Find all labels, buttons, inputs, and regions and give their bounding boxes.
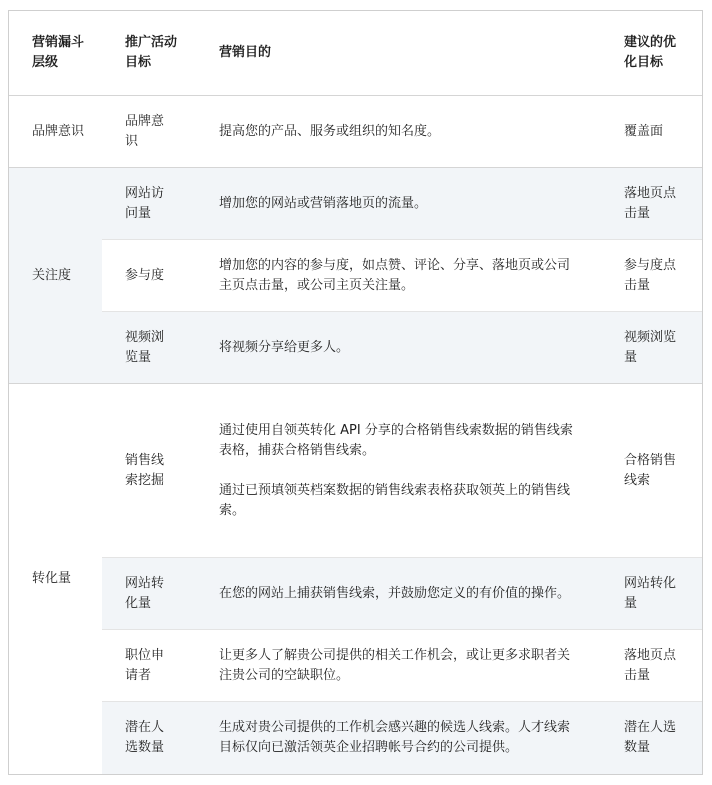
optimization-cell: 合格销售线索 <box>601 384 703 558</box>
optimization-cell: 落地页点击量 <box>601 630 703 702</box>
purpose-text: 通过已预填领英档案数据的销售线索表格获取领英上的销售线索。 <box>219 482 571 518</box>
table-row <box>9 630 703 702</box>
purpose-text: 将视频分享给更多人。 <box>219 339 350 355</box>
objective-cell: 品牌意识 <box>102 96 196 168</box>
optimization-cell: 潜在人选数量 <box>601 702 703 774</box>
purpose-cell <box>196 240 601 312</box>
table-row <box>9 96 703 168</box>
purpose-text: 生成对贵公司提供的工作机会感兴趣的候选人线索。人才线索目标仅向已激活领英企业招聘帐号合约的公司提供。 <box>219 719 571 755</box>
header-optimization-goal: 建议的优化目标 <box>601 11 703 96</box>
optimization-cell: 覆盖面 <box>601 96 703 168</box>
objective-cell: 网站访问量 <box>102 168 196 240</box>
table-row <box>9 312 703 384</box>
header-funnel-level: 营销漏斗层级 <box>9 11 102 96</box>
purpose-text: 通过使用自领英转化 API 分享的合格销售线索数据的销售线索表格，捕获合格销售线索。 <box>219 422 573 458</box>
objective-cell: 职位申请者 <box>102 630 196 702</box>
purpose-cell <box>196 96 601 168</box>
funnel-cell: 转化量 <box>32 570 72 586</box>
purpose-cell <box>196 702 601 774</box>
optimization-cell: 落地页点击量 <box>601 168 703 240</box>
table-row <box>9 702 703 774</box>
purpose-cell <box>196 558 601 630</box>
marketing-objectives-table-frame <box>8 10 703 775</box>
optimization-cell: 网站转化量 <box>601 558 703 630</box>
header-campaign-objective: 推广活动目标 <box>102 11 196 96</box>
objective-cell: 销售线索挖掘 <box>102 384 196 558</box>
table-row <box>9 168 703 240</box>
purpose-cell <box>196 384 601 558</box>
funnel-cell: 品牌意识 <box>9 96 102 168</box>
purpose-text: 让更多人了解贵公司提供的相关工作机会，或让更多求职者关注贵公司的空缺职位。 <box>219 647 571 683</box>
purpose-text: 增加您的内容的参与度，如点赞、评论、分享、落地页或公司主页点击量，或公司主页关注量。 <box>219 257 571 293</box>
purpose-cell <box>196 630 601 702</box>
objective-cell: 参与度 <box>102 240 196 312</box>
optimization-cell: 视频浏览量 <box>601 312 703 384</box>
purpose-text: 在您的网站上捕获销售线索，并鼓励您定义的有价值的操作。 <box>219 585 571 601</box>
table-row <box>9 558 703 630</box>
header-marketing-purpose: 营销目的 <box>196 11 601 96</box>
purpose-text: 提高您的产品、服务或组织的知名度。 <box>219 123 441 139</box>
objective-cell: 网站转化量 <box>102 558 196 630</box>
optimization-cell: 参与度点击量 <box>601 240 703 312</box>
objective-cell: 视频浏览量 <box>102 312 196 384</box>
purpose-cell <box>196 168 601 240</box>
table-row <box>9 240 703 312</box>
marketing-objectives-table <box>9 11 703 774</box>
purpose-cell <box>196 312 601 384</box>
table-header-row <box>9 11 703 96</box>
objective-cell: 潜在人选数量 <box>102 702 196 774</box>
table-row <box>9 384 703 558</box>
purpose-text: 增加您的网站或营销落地页的流量。 <box>219 195 428 211</box>
funnel-cell: 关注度 <box>9 168 102 384</box>
